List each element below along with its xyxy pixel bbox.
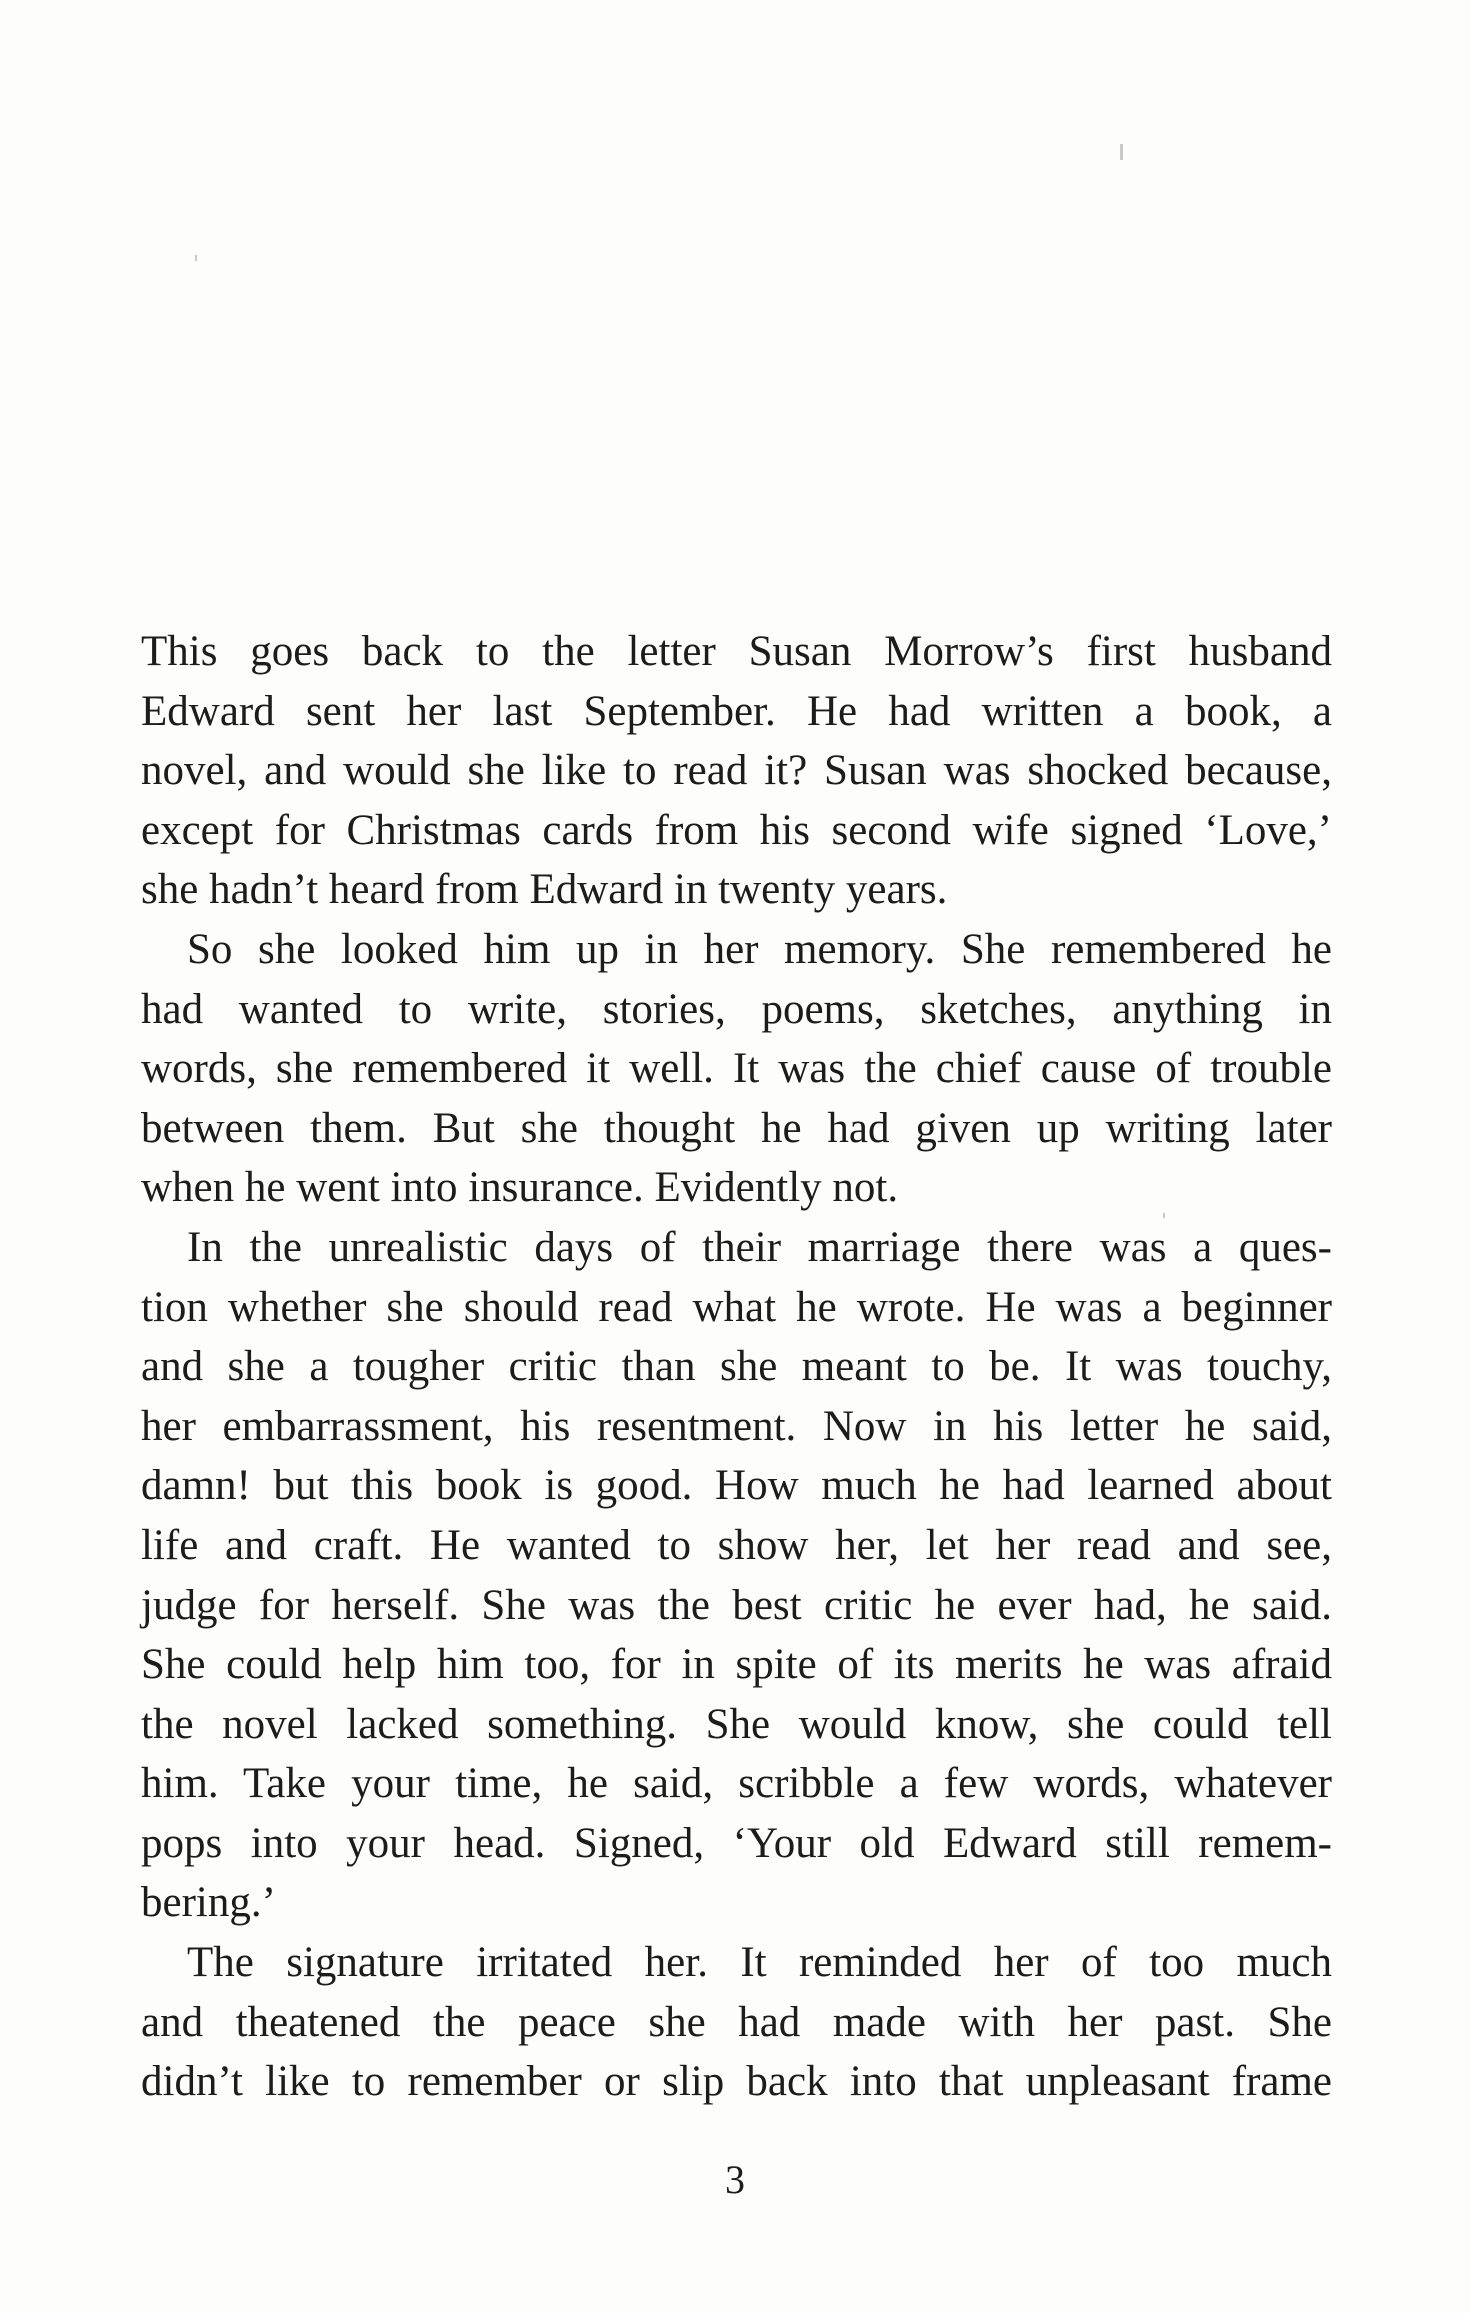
text-line: and theatened the peace she had made with her past. She [141,1998,1332,2046]
text-line: bering.’ [141,1879,276,1927]
text-line: tion whether she should read what he wrote. He was a beginner [141,1283,1332,1331]
text-line: except for Christmas cards from his second wife signed ‘Love,’ [141,806,1332,854]
paragraph [141,1218,1332,1933]
scan-speck [195,255,197,261]
text-line: This goes back to the letter Susan Morrow’s first husband [141,628,1332,675]
text-line: So she looked him up in her memory. She remembered he [187,925,1332,973]
text-line: didn’t like to remember or slip back into that unpleasant frame [141,2058,1332,2106]
text-line: her embarrassment, his resentment. Now in his letter he said, [141,1402,1332,1450]
text-line: novel, and would she like to read it? Susan was shocked because, [141,747,1332,795]
text-line: damn! but this book is good. How much he had learned about [141,1462,1332,1510]
paragraph [141,622,1332,920]
paragraph [141,920,1332,1218]
scan-speck [1120,144,1123,160]
text-line: In the unrealistic days of their marriage there was a ques- [187,1223,1332,1271]
text-line: judge for herself. She was the best critic he ever had, he said. [141,1581,1332,1629]
text-line: and she a tougher critic than she meant to be. It was touchy, [141,1343,1332,1391]
page-number: 3 [725,2157,745,2202]
text-line: the novel lacked something. She would know, she could tell [141,1700,1332,1748]
text-line: Edward sent her last September. He had written a book, a [141,687,1332,735]
text-line: she hadn’t heard from Edward in twenty years. [141,866,948,914]
text-line: between them. But she thought he had given up writing later [141,1104,1332,1152]
body-text [141,622,1332,2112]
text-line: life and craft. He wanted to show her, let her read and see, [141,1521,1332,1569]
text-line: had wanted to write, stories, poems, sketches, anything in [141,985,1332,1033]
paragraph [141,1933,1332,2112]
text-line: pops into your head. Signed, ‘Your old Edward still remem- [141,1819,1332,1867]
text-line: The signature irritated her. It reminded her of too much [187,1939,1332,1987]
text-line: him. Take your time, he said, scribble a few words, whatever [141,1760,1332,1808]
text-line: when he went into insurance. Evidently not. [141,1164,899,1212]
text-line: words, she remembered it well. It was the chief cause of trouble [141,1045,1332,1093]
text-line: She could help him too, for in spite of its merits he was afraid [141,1641,1332,1689]
